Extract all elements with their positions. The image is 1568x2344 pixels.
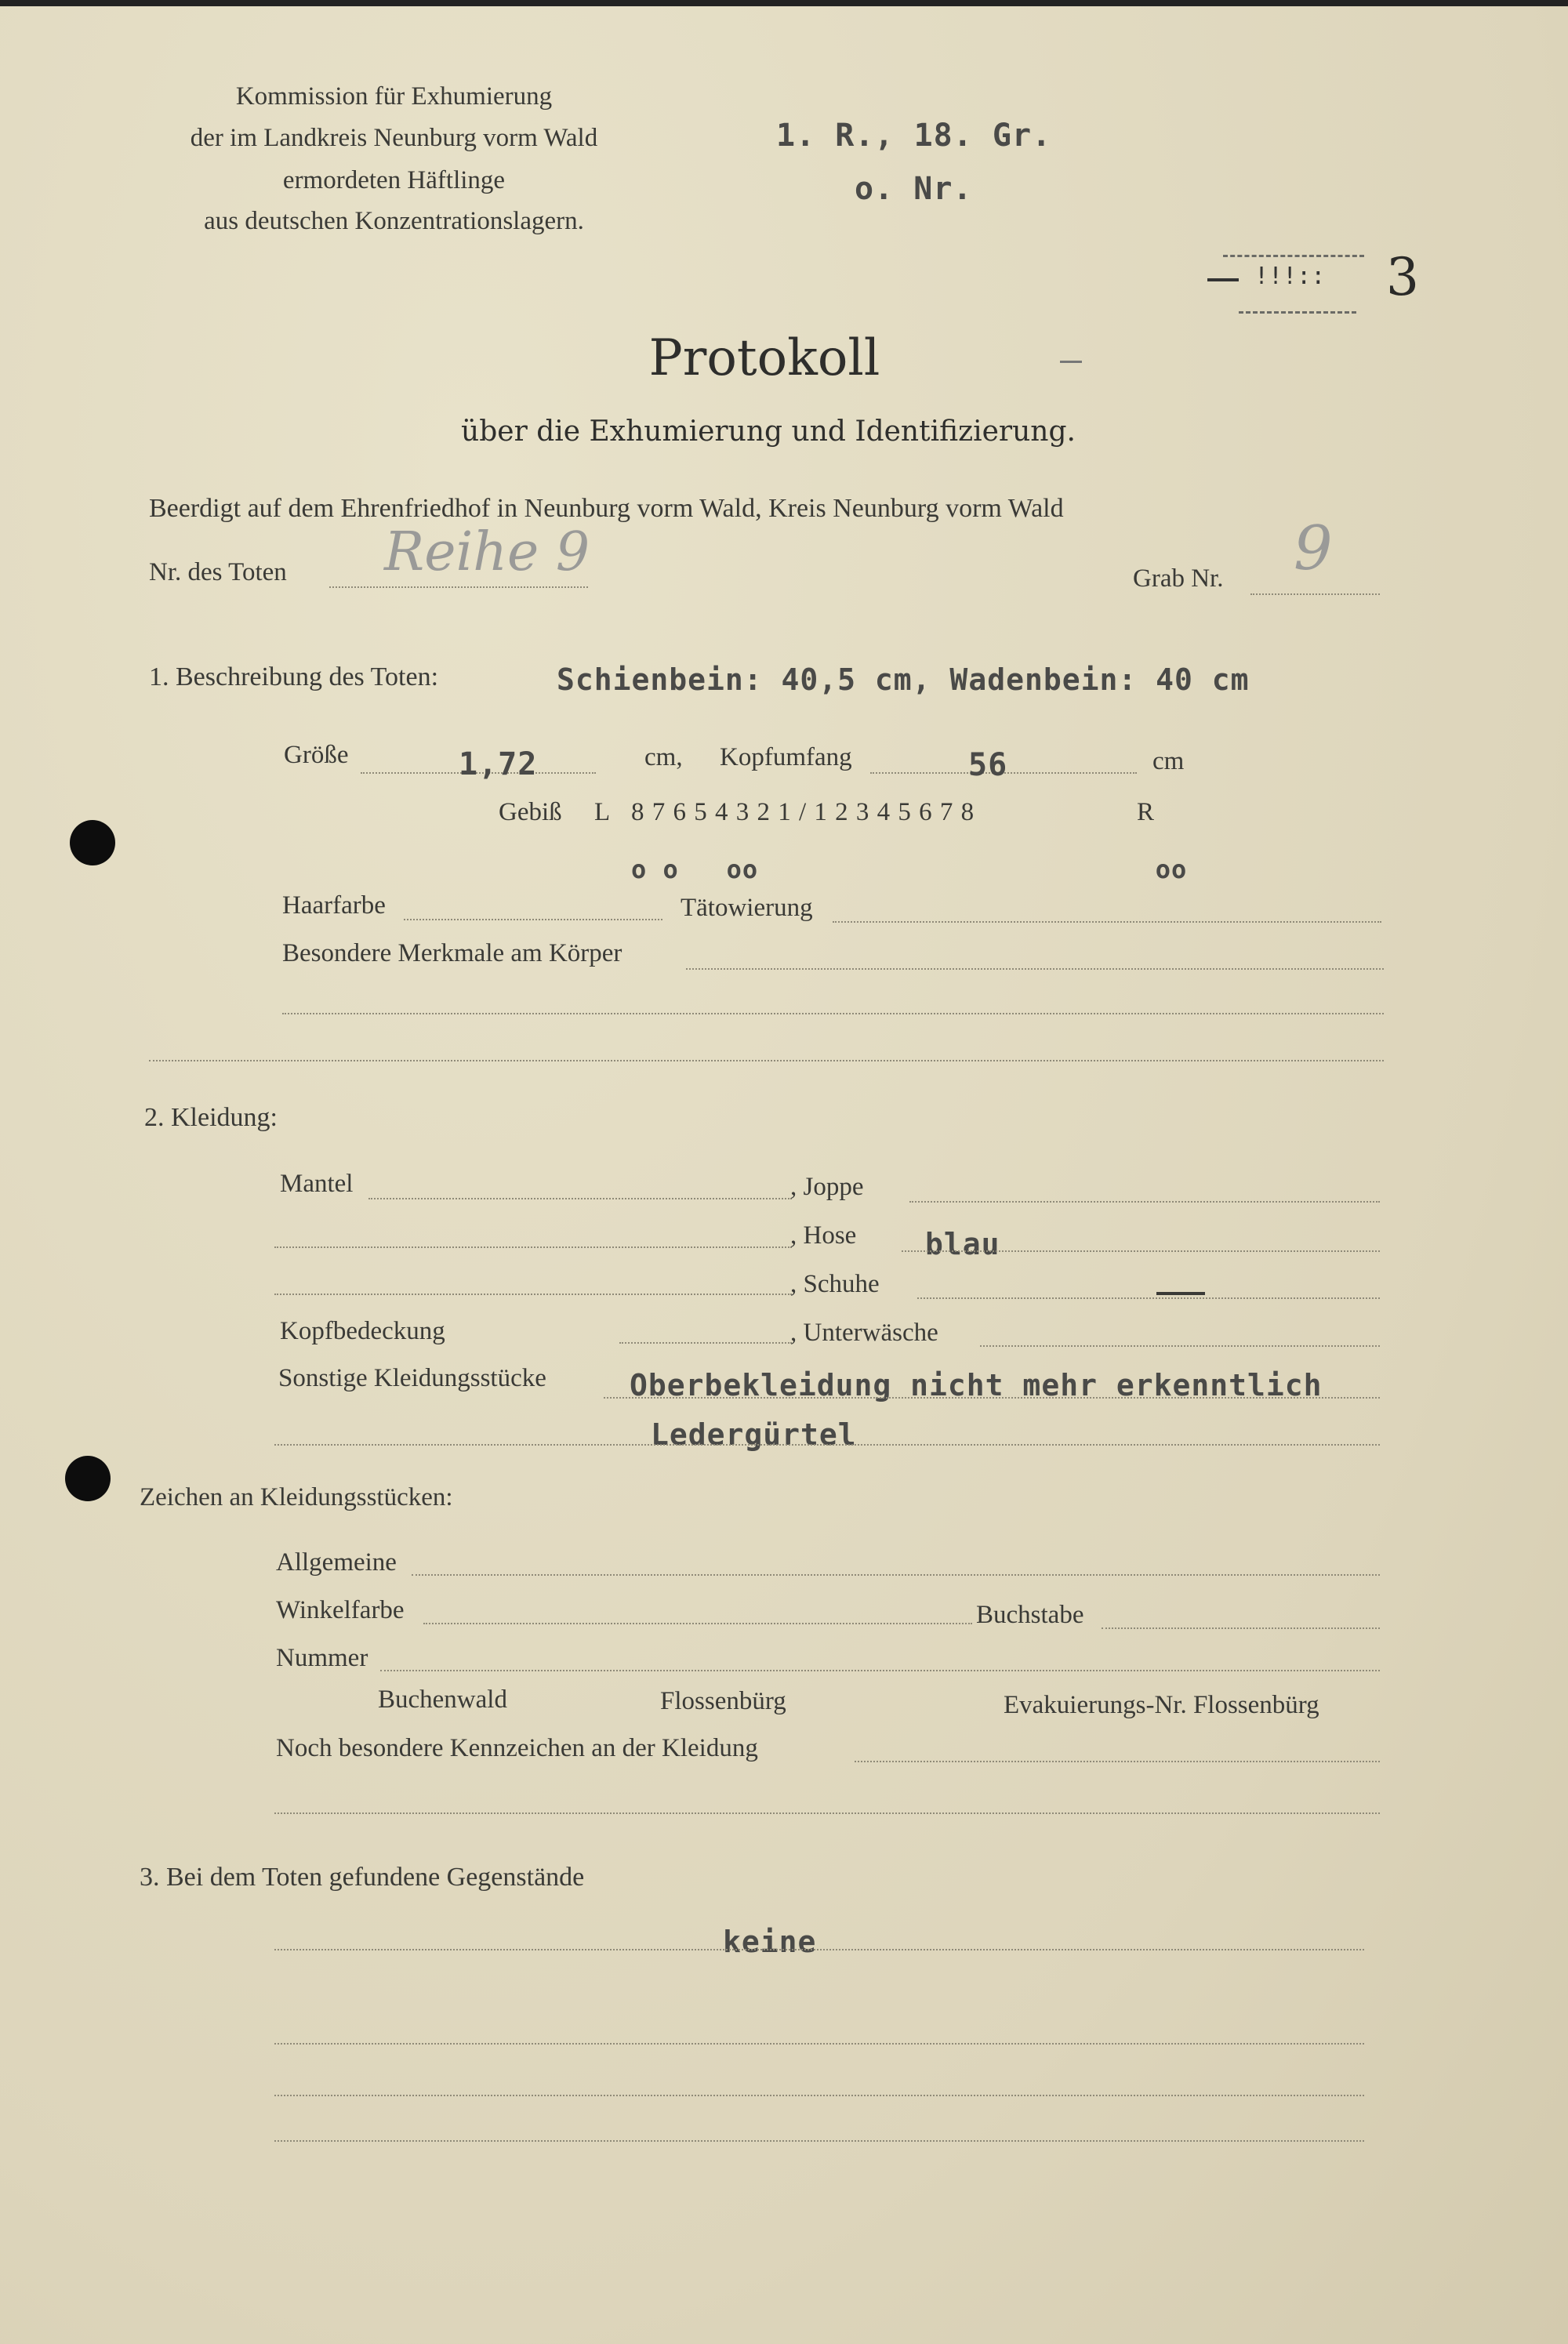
sonstige-label: Sonstige Kleidungsstücke xyxy=(278,1364,546,1392)
buchstabe-label: Buchstabe xyxy=(976,1601,1084,1629)
section3-line-4 xyxy=(274,2140,1364,2142)
burial-line: Beerdigt auf dem Ehrenfriedhof in Neunburg vorm Wald, Kreis Neunburg vorm Wald xyxy=(149,494,1064,523)
section3-line-3 xyxy=(274,2095,1364,2096)
allgemeine-line xyxy=(412,1574,1380,1576)
grab-nr-label: Grab Nr. xyxy=(1133,564,1224,593)
commission-line-3: ermordeten Häftlinge xyxy=(282,166,506,194)
haarfarbe-line xyxy=(404,919,662,920)
joppe-line xyxy=(909,1201,1380,1203)
sonstige-value: Oberbekleidung nicht mehr erkenntlich xyxy=(630,1368,1323,1402)
kopfumfang-value: 56 xyxy=(968,747,1008,783)
sonstige-line-2 xyxy=(274,1444,1380,1446)
evakuierung-label: Evakuierungs-Nr. Flossenbürg xyxy=(1004,1691,1319,1719)
section3-value: keine xyxy=(723,1925,817,1959)
reference-line-2: o. Nr. xyxy=(855,171,973,207)
page-subtitle: über die Exhumierung und Identifizierung. xyxy=(461,415,1076,448)
buchenwald-label: Buchenwald xyxy=(378,1685,507,1714)
section2-label: 2. Kleidung: xyxy=(144,1103,278,1132)
grab-nr-line xyxy=(1250,593,1380,595)
nr-des-toten-line xyxy=(329,586,588,588)
nr-des-toten-label: Nr. des Toten xyxy=(149,558,287,586)
gebiss-missing-marks: o o oo oo xyxy=(631,855,1188,884)
merkmale-label: Besondere Merkmale am Körper xyxy=(282,939,622,967)
buchstabe-line xyxy=(1102,1627,1380,1629)
gebiss-right-marker: R xyxy=(1137,798,1155,826)
gebiss-left-marker: L xyxy=(594,798,611,826)
besondere-kennzeichen-line xyxy=(855,1761,1380,1762)
schuhe-label: , Schuhe xyxy=(790,1270,880,1298)
haarfarbe-label: Haarfarbe xyxy=(282,891,386,920)
punch-hole-bottom xyxy=(65,1456,111,1501)
hose-value: blau xyxy=(925,1227,1000,1261)
kopfbedeckung-label: Kopfbedeckung xyxy=(280,1317,445,1345)
winkelfarbe-line xyxy=(423,1623,972,1624)
flossenbuerg-label: Flossenbürg xyxy=(660,1687,786,1715)
unterwaesche-label: , Unterwäsche xyxy=(790,1319,938,1347)
taetowierung-line xyxy=(833,921,1381,923)
allgemeine-label: Allgemeine xyxy=(276,1548,397,1577)
besondere-kennzeichen-label: Noch besondere Kennzeichen an der Kleidung xyxy=(276,1734,758,1762)
schuhe-dash xyxy=(1156,1292,1205,1295)
section1-label: 1. Beschreibung des Toten: xyxy=(149,662,439,691)
merkmale-line-3 xyxy=(149,1060,1384,1061)
section3-line-1 xyxy=(274,1949,1364,1950)
zeichen-label: Zeichen an Kleidungsstücken: xyxy=(140,1483,453,1511)
nummer-line xyxy=(380,1670,1380,1671)
merkmale-line xyxy=(686,968,1384,970)
page-title: Protokoll xyxy=(648,329,880,387)
groesse-unit: cm, xyxy=(644,743,683,771)
commission-line-1: Kommission für Exhumierung xyxy=(235,82,553,111)
hose-label: , Hose xyxy=(790,1221,857,1250)
nummer-label: Nummer xyxy=(276,1644,368,1672)
joppe-label: , Joppe xyxy=(790,1173,864,1201)
merkmale-line-2 xyxy=(282,1013,1384,1014)
hose-line xyxy=(902,1250,1380,1252)
reference-line-1: 1. R., 18. Gr. xyxy=(776,118,1052,154)
kopfumfang-unit: cm xyxy=(1152,747,1185,775)
section1-typed-measurements: Schienbein: 40,5 cm, Wadenbein: 40 cm xyxy=(557,662,1250,697)
gebiss-label: Gebiß xyxy=(499,798,562,826)
besondere-kennzeichen-line-2 xyxy=(274,1812,1380,1814)
page-number-mark: 3 xyxy=(1386,247,1419,307)
schuhe-left-line xyxy=(274,1294,792,1295)
kopfbedeckung-line xyxy=(619,1342,792,1344)
groesse-label: Größe xyxy=(284,741,349,769)
kopfumfang-label: Kopfumfang xyxy=(720,743,852,771)
nr-des-toten-value: Reihe 9 xyxy=(384,521,590,583)
commission-line-2: der im Landkreis Neunburg vorm Wald xyxy=(190,124,598,152)
section3-line-2 xyxy=(274,2043,1364,2045)
sonstige-line xyxy=(604,1397,1380,1399)
unterwaesche-line xyxy=(980,1345,1380,1347)
mantel-label: Mantel xyxy=(280,1170,354,1198)
taetowierung-label: Tätowierung xyxy=(681,894,813,922)
sonstige-value-2: Ledergürtel xyxy=(651,1417,857,1452)
section3-label: 3. Bei dem Toten gefundene Gegenstände xyxy=(140,1863,585,1892)
groesse-value: 1,72 xyxy=(459,746,538,782)
title-dash xyxy=(1060,361,1082,363)
schuhe-line xyxy=(917,1297,1380,1299)
commission-line-4: aus deutschen Konzentrationslagern. xyxy=(204,207,584,235)
punch-hole-top xyxy=(70,820,115,865)
mantel-line xyxy=(368,1198,792,1199)
hose-left-line xyxy=(274,1246,792,1248)
gebiss-teeth-row: 8 7 6 5 4 3 2 1 / 1 2 3 4 5 6 7 8 xyxy=(631,798,975,826)
winkelfarbe-label: Winkelfarbe xyxy=(276,1596,405,1624)
stamp-marks: !!!:: xyxy=(1207,255,1372,325)
grab-nr-value: 9 xyxy=(1294,513,1333,584)
